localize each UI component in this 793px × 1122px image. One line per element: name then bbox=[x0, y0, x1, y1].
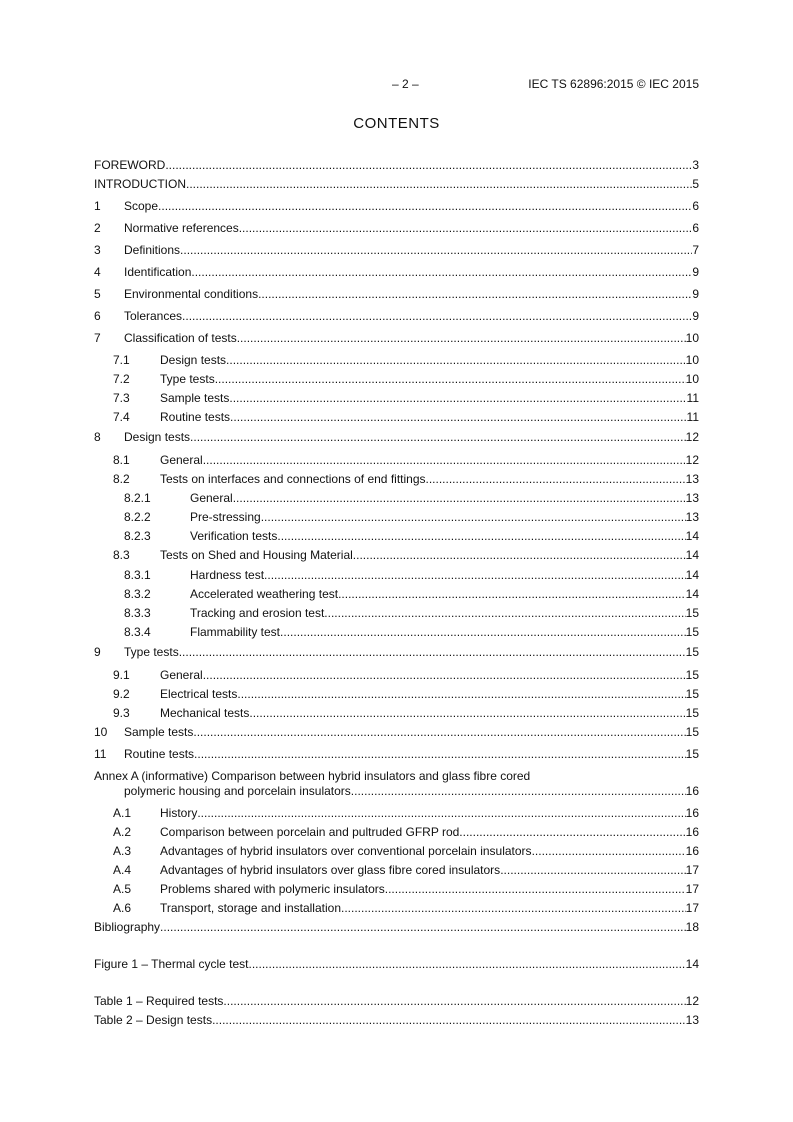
dot-leader bbox=[459, 824, 685, 840]
toc-entry-title: Sample tests bbox=[160, 391, 230, 405]
dot-leader bbox=[160, 919, 686, 935]
toc-entry-page: 14 bbox=[685, 587, 699, 601]
toc-entry[interactable] bbox=[124, 605, 699, 621]
dot-leader bbox=[237, 686, 685, 702]
toc-entry-title: Transport, storage and installation bbox=[160, 901, 341, 915]
toc-entry-number: 8.2.2 bbox=[124, 510, 151, 524]
page-header bbox=[94, 77, 699, 93]
toc-entry-title: INTRODUCTION bbox=[94, 177, 186, 191]
toc-entry[interactable] bbox=[113, 667, 699, 683]
dot-leader bbox=[158, 198, 692, 214]
toc-entry-page: 3 bbox=[692, 158, 699, 172]
toc-entry[interactable] bbox=[113, 843, 699, 859]
toc-entry-title: Tracking and erosion test bbox=[190, 606, 325, 620]
toc-entry[interactable] bbox=[113, 371, 699, 387]
toc-entry-title: General bbox=[190, 491, 233, 505]
toc-entry-title-continued: polymeric housing and porcelain insulators bbox=[124, 784, 351, 798]
toc-entry-number: 9.2 bbox=[113, 687, 130, 701]
toc-entry-title: General bbox=[160, 668, 203, 682]
toc-entry-title: Routine tests bbox=[124, 747, 195, 761]
toc-entry-title: Definitions bbox=[124, 243, 181, 257]
toc-entry-page: 13 bbox=[685, 1013, 699, 1027]
toc-entry-number: 8.3.3 bbox=[124, 606, 151, 620]
toc-entry-page: 14 bbox=[685, 568, 699, 582]
toc-entry-number: 7.2 bbox=[113, 372, 130, 386]
toc-entry[interactable] bbox=[94, 330, 699, 346]
toc-entry-title: Design tests bbox=[160, 353, 227, 367]
dot-leader bbox=[264, 567, 686, 583]
toc-entry-page: 10 bbox=[685, 353, 699, 367]
toc-entry[interactable] bbox=[124, 586, 699, 602]
dot-leader bbox=[165, 157, 692, 173]
toc-entry-page: 7 bbox=[692, 243, 699, 257]
toc-entry[interactable] bbox=[113, 824, 699, 840]
toc-entry-title: Classification of tests bbox=[124, 331, 237, 345]
toc-entry-number: 11 bbox=[94, 747, 107, 761]
toc-entry[interactable] bbox=[113, 547, 699, 563]
toc-entry[interactable] bbox=[124, 509, 699, 525]
toc-entry[interactable] bbox=[113, 452, 699, 468]
toc-entry-title: Advantages of hybrid insulators over conventional porcelain insulators bbox=[160, 844, 532, 858]
toc-entry[interactable] bbox=[113, 862, 699, 878]
toc-entry-title: Design tests bbox=[124, 430, 191, 444]
dot-leader bbox=[500, 862, 685, 878]
toc-entry-page: 6 bbox=[692, 199, 699, 213]
toc-entry-page: 15 bbox=[685, 606, 699, 620]
toc-entry-title: Electrical tests bbox=[160, 687, 238, 701]
dot-leader bbox=[239, 220, 693, 236]
dot-leader bbox=[190, 429, 686, 445]
toc-entry[interactable] bbox=[113, 390, 699, 406]
toc-entry-title: Sample tests bbox=[124, 725, 194, 739]
dot-leader bbox=[385, 881, 686, 897]
toc-entry[interactable] bbox=[94, 956, 699, 972]
dot-leader bbox=[197, 805, 685, 821]
toc-entry[interactable] bbox=[94, 429, 699, 445]
toc-entry-title: Verification tests bbox=[190, 529, 278, 543]
dot-leader bbox=[186, 176, 692, 192]
toc-entry[interactable] bbox=[94, 220, 699, 236]
toc-entry-title: Advantages of hybrid insulators over glass fibre cored insulators bbox=[160, 863, 501, 877]
toc-entry[interactable] bbox=[113, 352, 699, 368]
toc-entry[interactable] bbox=[94, 746, 699, 762]
dot-leader bbox=[426, 471, 686, 487]
toc-entry-number: A.2 bbox=[113, 825, 132, 839]
toc-entry-title: Bibliography bbox=[94, 920, 161, 934]
toc-entry[interactable] bbox=[113, 471, 699, 487]
toc-entry-title: Hardness test bbox=[190, 568, 265, 582]
toc-entry-page: 10 bbox=[685, 372, 699, 386]
dot-leader bbox=[223, 993, 685, 1009]
dot-leader bbox=[226, 352, 686, 368]
toc-entry-page: 16 bbox=[685, 784, 699, 798]
toc-entry-page: 14 bbox=[685, 529, 699, 543]
toc-entry-title: Identification bbox=[124, 265, 192, 279]
toc-entry-page: 6 bbox=[692, 221, 699, 235]
toc-entry-page: 9 bbox=[692, 287, 699, 301]
toc-entry-page: 11 bbox=[686, 391, 699, 405]
toc-entry[interactable] bbox=[113, 705, 699, 721]
toc-entry-page: 5 bbox=[692, 177, 699, 191]
toc-entry-title: Annex A (informative) Comparison between hybrid insulators and glass fibre cored bbox=[94, 769, 531, 783]
toc-entry-title: Table 1 – Required tests bbox=[94, 994, 224, 1008]
toc-entry[interactable] bbox=[94, 993, 699, 1009]
toc-entry-page: 9 bbox=[692, 265, 699, 279]
dot-leader bbox=[277, 528, 685, 544]
dot-leader bbox=[261, 509, 686, 525]
toc-entry-page: 15 bbox=[685, 645, 699, 659]
toc-entry-page: 13 bbox=[685, 510, 699, 524]
toc-entry-page: 10 bbox=[685, 331, 699, 345]
toc-entry-page: 16 bbox=[685, 825, 699, 839]
toc-entry-number: A.3 bbox=[113, 844, 132, 858]
toc-entry-title: Tolerances bbox=[124, 309, 183, 323]
toc-entry[interactable] bbox=[94, 919, 699, 935]
dot-leader bbox=[180, 242, 692, 258]
toc-entry-title: History bbox=[160, 806, 198, 820]
toc-entry-title: Tests on interfaces and connections of end fittings bbox=[160, 472, 426, 486]
dot-leader bbox=[191, 264, 692, 280]
toc-entry-number: 8.2.1 bbox=[124, 491, 151, 505]
toc-entry-number: 7.3 bbox=[113, 391, 130, 405]
toc-entry[interactable] bbox=[94, 308, 699, 324]
toc-entry-number: 1 bbox=[94, 199, 101, 213]
toc-entry[interactable] bbox=[124, 528, 699, 544]
dot-leader bbox=[179, 644, 686, 660]
dot-leader bbox=[249, 956, 686, 972]
toc-entry-title: Normative references bbox=[124, 221, 239, 235]
dot-leader bbox=[193, 724, 685, 740]
toc-entry-page: 11 bbox=[686, 410, 699, 424]
dot-leader bbox=[203, 452, 686, 468]
toc-entry-number: 5 bbox=[94, 287, 101, 301]
toc-entry-page: 13 bbox=[685, 491, 699, 505]
toc-entry-title: Figure 1 – Thermal cycle test bbox=[94, 957, 249, 971]
dot-leader bbox=[182, 308, 692, 324]
dot-leader bbox=[280, 624, 686, 640]
dot-leader bbox=[341, 900, 686, 916]
toc-entry-title: Type tests bbox=[160, 372, 215, 386]
toc-entry-number: A.5 bbox=[113, 882, 132, 896]
toc-entry[interactable] bbox=[94, 242, 699, 258]
dot-leader bbox=[215, 371, 686, 387]
toc-entry-number: 4 bbox=[94, 265, 101, 279]
toc-entry-title: Mechanical tests bbox=[160, 706, 250, 720]
dot-leader bbox=[353, 547, 686, 563]
toc-entry-page: 18 bbox=[685, 920, 699, 934]
toc-entry-title: Tests on Shed and Housing Material bbox=[160, 548, 353, 562]
toc-entry-page: 15 bbox=[685, 625, 699, 639]
toc-entry[interactable] bbox=[113, 686, 699, 702]
toc-entry-number: 9 bbox=[94, 645, 101, 659]
toc-entry-page: 16 bbox=[685, 844, 699, 858]
toc-entry-page: 14 bbox=[685, 548, 699, 562]
toc-entry[interactable] bbox=[124, 490, 699, 506]
dot-leader bbox=[230, 409, 686, 425]
toc-entry-title: Scope bbox=[124, 199, 159, 213]
toc-entry-title: FOREWORD bbox=[94, 158, 166, 172]
page-number: – 2 – bbox=[392, 77, 419, 91]
toc-entry-number: 7.4 bbox=[113, 410, 130, 424]
toc-entry[interactable] bbox=[113, 409, 699, 425]
toc-entry[interactable] bbox=[113, 900, 699, 916]
toc-entry-page: 17 bbox=[685, 863, 699, 877]
toc-entry-title: Accelerated weathering test bbox=[190, 587, 339, 601]
toc-entry-number: 8.3 bbox=[113, 548, 130, 562]
toc-entry[interactable] bbox=[94, 644, 699, 660]
toc-entry-page: 13 bbox=[685, 472, 699, 486]
dot-leader bbox=[233, 490, 686, 506]
toc-entry[interactable] bbox=[94, 198, 699, 214]
toc-entry-title: General bbox=[160, 453, 203, 467]
toc-entry-page: 15 bbox=[685, 687, 699, 701]
document-id: IEC TS 62896:2015 © IEC 2015 bbox=[528, 77, 699, 91]
toc-entry-title: Environmental conditions bbox=[124, 287, 259, 301]
toc-entry-title: Table 2 – Design tests bbox=[94, 1013, 213, 1027]
toc-entry-number: 9.3 bbox=[113, 706, 130, 720]
toc-entry-page: 16 bbox=[685, 806, 699, 820]
toc-entry-page: 12 bbox=[685, 994, 699, 1008]
toc-entry-number: 8.1 bbox=[113, 453, 130, 467]
toc-entry[interactable] bbox=[94, 176, 699, 192]
toc-entry[interactable] bbox=[94, 1012, 699, 1028]
dot-leader bbox=[203, 667, 686, 683]
toc-entry-page: 14 bbox=[685, 957, 699, 971]
toc-entry-page: 12 bbox=[685, 430, 699, 444]
dot-leader bbox=[194, 746, 686, 762]
dot-leader bbox=[532, 843, 686, 859]
toc-entry[interactable] bbox=[94, 157, 699, 173]
toc-entry[interactable] bbox=[124, 624, 699, 640]
toc-entry-number: A.6 bbox=[113, 901, 132, 915]
toc-entry-number: 3 bbox=[94, 243, 101, 257]
toc-entry-number: 10 bbox=[94, 725, 108, 739]
dot-leader bbox=[351, 783, 686, 799]
toc-entry-number: 7.1 bbox=[113, 353, 130, 367]
toc-entry-number: 9.1 bbox=[113, 668, 130, 682]
toc-entry[interactable] bbox=[94, 286, 699, 302]
toc-entry[interactable] bbox=[94, 264, 699, 280]
toc-entry-page: 15 bbox=[685, 747, 699, 761]
toc-entry-title: Problems shared with polymeric insulators bbox=[160, 882, 385, 896]
toc-entry[interactable] bbox=[94, 724, 699, 740]
toc-entry-page: 15 bbox=[685, 706, 699, 720]
toc-entry-number: A.4 bbox=[113, 863, 132, 877]
dot-leader bbox=[258, 286, 692, 302]
dot-leader bbox=[338, 586, 686, 602]
toc-entry-number: 2 bbox=[94, 221, 101, 235]
toc-entry-page: 15 bbox=[685, 668, 699, 682]
toc-entry-number: 8.2 bbox=[113, 472, 130, 486]
dot-leader bbox=[324, 605, 685, 621]
toc-entry-number: 8.3.1 bbox=[124, 568, 151, 582]
toc-entry-number: 8.3.4 bbox=[124, 625, 151, 639]
toc-entry-number: 8.3.2 bbox=[124, 587, 151, 601]
toc-entry[interactable] bbox=[124, 567, 699, 583]
toc-entry-page: 17 bbox=[685, 882, 699, 896]
toc-entry-number: 7 bbox=[94, 331, 101, 345]
toc-entry-number: A.1 bbox=[113, 806, 132, 820]
dot-leader bbox=[229, 390, 686, 406]
dot-leader bbox=[212, 1012, 686, 1028]
toc-entry-page: 12 bbox=[685, 453, 699, 467]
dot-leader bbox=[237, 330, 686, 346]
toc-entry-title: Pre-stressing bbox=[190, 510, 261, 524]
toc-entry-page: 17 bbox=[685, 901, 699, 915]
toc-entry[interactable] bbox=[94, 768, 699, 784]
toc-title: CONTENTS bbox=[353, 115, 440, 132]
toc-entry-title: Routine tests bbox=[160, 410, 231, 424]
toc-entry[interactable] bbox=[113, 881, 699, 897]
toc-entry-title: Flammability test bbox=[190, 625, 281, 639]
toc-entry-title: Comparison between porcelain and pultruded GFRP rod bbox=[160, 825, 460, 839]
toc-entry-number: 8 bbox=[94, 430, 101, 444]
toc-entry[interactable] bbox=[113, 805, 699, 821]
toc-entry-page: 9 bbox=[692, 309, 699, 323]
toc-entry-page: 15 bbox=[685, 725, 699, 739]
toc-entry-number: 6 bbox=[94, 309, 101, 323]
dot-leader bbox=[249, 705, 685, 721]
toc-entry-title: Type tests bbox=[124, 645, 179, 659]
toc-entry-continuation[interactable] bbox=[124, 783, 699, 799]
toc-entry-number: 8.2.3 bbox=[124, 529, 151, 543]
